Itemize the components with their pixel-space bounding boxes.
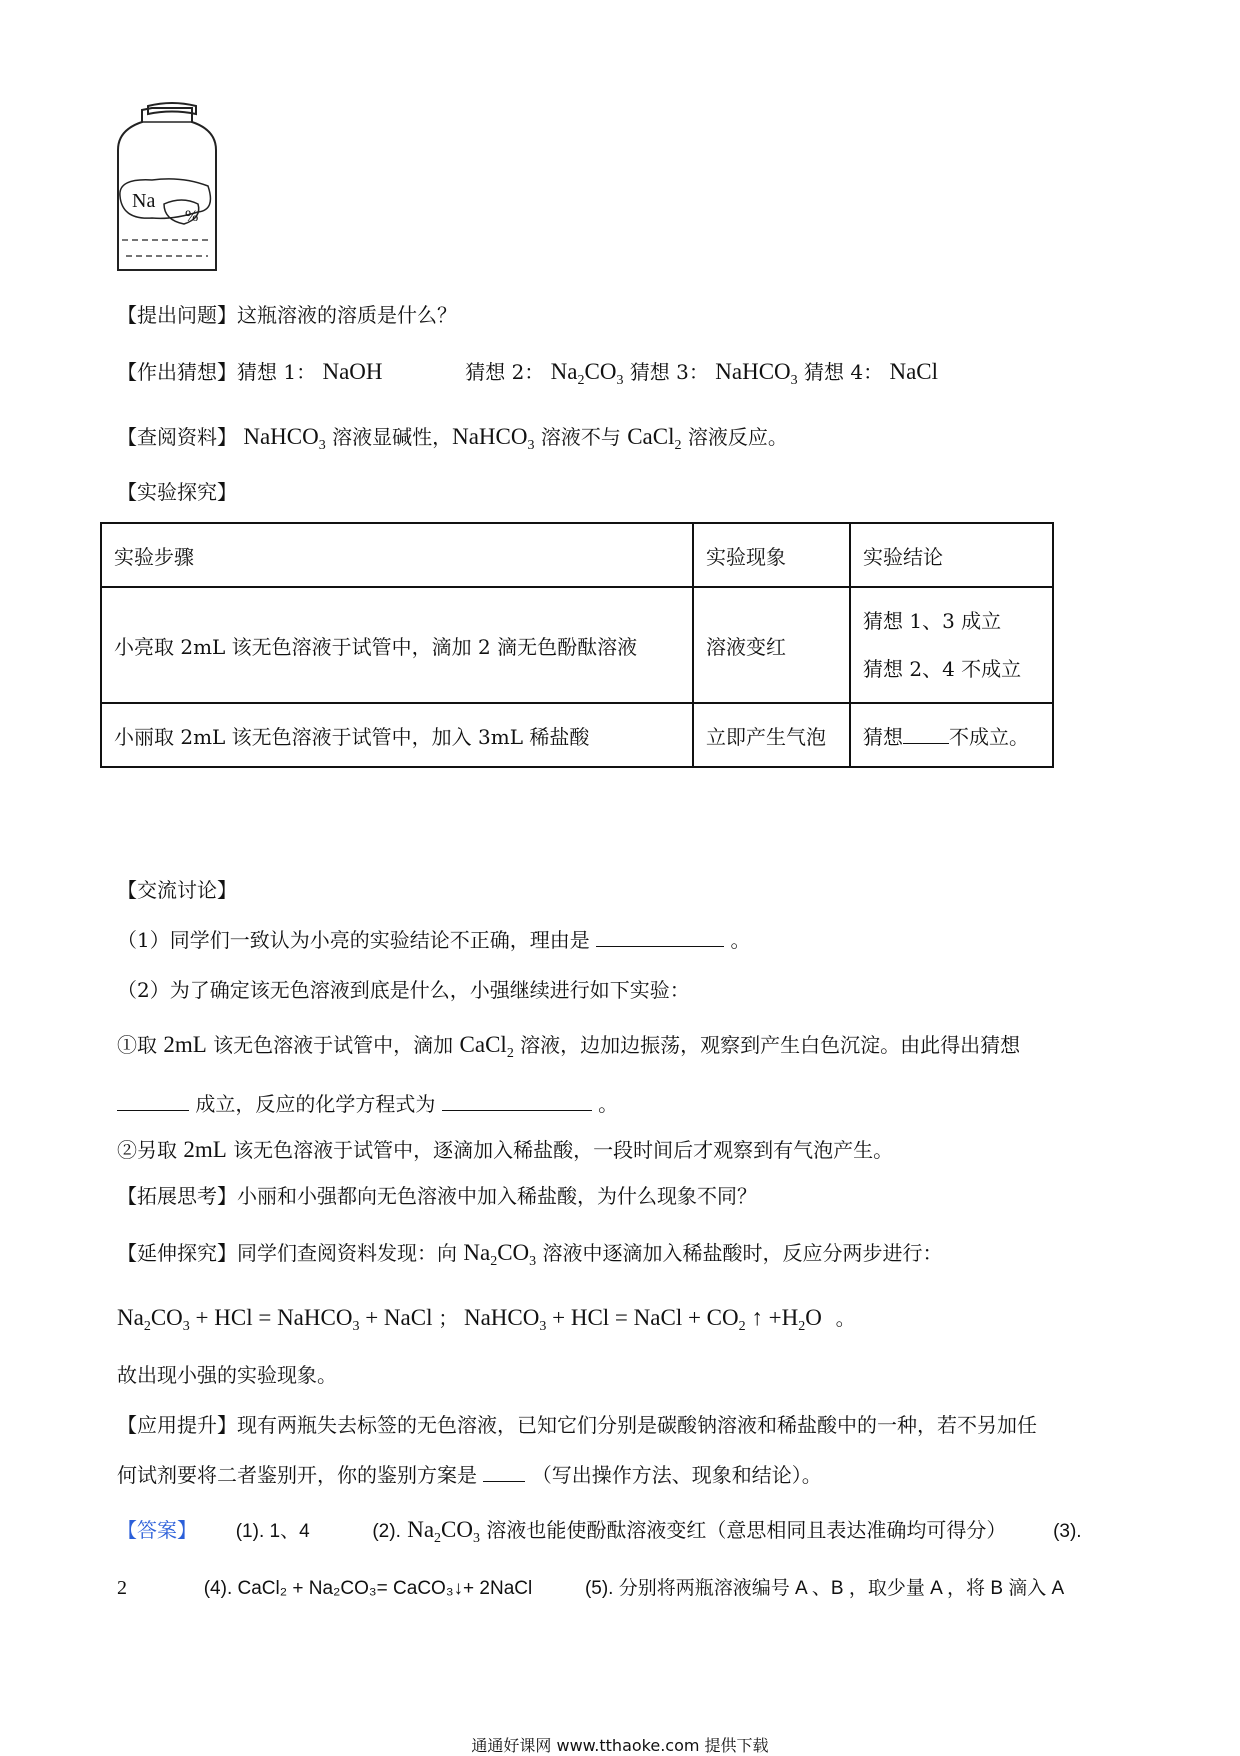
section-tag: 【作出猜想】 (117, 360, 237, 384)
reaction-equations: $Na_2CO_3$ + HCl = NaHCO$_3$ + NaCl ； NaHCO$_3$ + HCl = NaCl + $CO_2$ ↑ $+H_2O$ 。 (117, 1305, 856, 1334)
discussion-q1: （1）同学们一致认为小亮的实验结论不正确，理由是 。 (117, 928, 751, 952)
bottle-label-na: Na (132, 190, 156, 212)
conclusion-line: 故出现小强的实验现象。 (117, 1363, 337, 1387)
reference-line: 【查阅资料】 NaHCO$_3$ 溶液显碱性，NaHCO$_3$ 溶液不与 CaCl$_2$ 溶液反应。 (117, 424, 788, 453)
discussion-step2: ②另取 2mL 该无色溶液于试管中，逐滴加入稀盐酸，一段时间后才观察到有气泡产生。 (117, 1137, 894, 1162)
section-tag: 【拓展思考】 (117, 1184, 237, 1208)
extend-think-line: 【拓展思考】小丽和小强都向无色溶液中加入稀盐酸，为什么现象不同？ (117, 1184, 757, 1208)
answer-blank (483, 1461, 525, 1482)
row1-step: 小亮取 2mL 该无色溶液于试管中，滴加 2 滴无色酚酞溶液 (101, 587, 693, 703)
discussion-q2: （2）为了确定该无色溶液到底是什么，小强继续进行如下实验： (117, 978, 690, 1002)
section-tag: 【延伸探究】 (117, 1241, 237, 1265)
formula-cacl2: CaCl$_2$ (459, 1032, 514, 1061)
table-row (101, 703, 1053, 767)
section-tag: 【应用提升】 (117, 1413, 237, 1437)
question-line: 【提出问题】这瓶溶液的溶质是什么？ (117, 303, 457, 327)
answer-blank (596, 926, 724, 947)
table-row (101, 587, 1053, 703)
formula-na2co3: $Na_2CO_3$ (407, 1517, 480, 1546)
section-tag: 【提出问题】 (117, 303, 237, 327)
header-conclusion: 实验结论 (850, 523, 1053, 587)
experiment-tag: 【实验探究】 (117, 480, 237, 504)
row1-phenomenon: 溶液变红 (693, 587, 850, 703)
answer-line-2: 2 (4). CaCl₂ + Na₂CO₃= CaCO₃↓+ 2NaCl (5). 分别将两瓶溶液编号 A 、B ，取少量 A ，将 B 滴入 A (117, 1577, 1065, 1599)
formula-na2co3: $Na_2CO_3$ (463, 1240, 537, 1269)
formula-cacl2: CaCl$_2$ (627, 424, 682, 453)
header-phenomenon: 实验现象 (693, 523, 850, 587)
formula-nahco3: NaHCO$_3$ (452, 424, 535, 453)
formula-nahco3: NaHCO$_3$ (715, 359, 798, 388)
reagent-bottle-illustration (112, 100, 222, 276)
discussion-step1: ①取 2mL 该无色溶液于试管中，滴加 CaCl$_2$ 溶液，边加边振荡，观察到产生白色沉淀。由此得出猜想 (117, 1032, 1021, 1061)
formula-na2co3: $Na_2CO_3$ (550, 359, 624, 388)
page-footer: 通通好课网 www.tthaoke.com 提供下载 (471, 1736, 769, 1755)
answer-tag: 【答案】 (117, 1518, 197, 1542)
row1-conclusion: 猜想 1、3 成立 猜想 2、4 不成立 (850, 587, 1053, 703)
section-tag: 【查阅资料】 (117, 425, 237, 449)
formula-nacl: NaCl (889, 359, 939, 384)
answer-blank (903, 723, 949, 744)
row2-conclusion: 猜想 不成立。 (850, 703, 1053, 767)
answer-blank (117, 1090, 189, 1111)
extend-explore-line: 【延伸探究】同学们查阅资料发现：向 $Na_2CO_3$ 溶液中逐滴加入稀盐酸时，反应分两步进行： (117, 1240, 943, 1269)
bottle-label-percent: % (185, 208, 199, 225)
formula-nahco3: NaHCO$_3$ (243, 424, 326, 453)
header-steps: 实验步骤 (101, 523, 693, 587)
answer-blank (442, 1090, 592, 1111)
discussion-step1-cont: 成立，反应的化学方程式为 。 (117, 1089, 618, 1119)
row2-phenomenon: 立即产生气泡 (693, 703, 850, 767)
discussion-tag: 【交流讨论】 (117, 878, 237, 902)
hypothesis-line: 【作出猜想】猜想 1： NaOH 猜想 2： $Na_2CO_3$ 猜想 3： NaHCO$_3$ 猜想 4： NaCl (117, 359, 939, 388)
apply-line-2: 何试剂要将二者鉴别开，你的鉴别方案是 （写出操作方法、现象和结论）。 (117, 1463, 822, 1487)
apply-line-1: 【应用提升】现有两瓶失去标签的无色溶液，已知它们分别是碳酸钠溶液和稀盐酸中的一种，若不另加任 (117, 1413, 1037, 1437)
table-header-row (101, 523, 1053, 587)
formula-naoh: NaOH (322, 359, 383, 384)
answer-line-1: 【答案】 (1). 1、4 (2). $Na_2CO_3$ 溶液也能使酚酞溶液变红（意思相同且表达准确均可得分） (3). (117, 1517, 1082, 1546)
row2-step: 小丽取 2mL 该无色溶液于试管中，加入 3mL 稀盐酸 (101, 703, 693, 767)
experiment-table (100, 522, 1054, 768)
